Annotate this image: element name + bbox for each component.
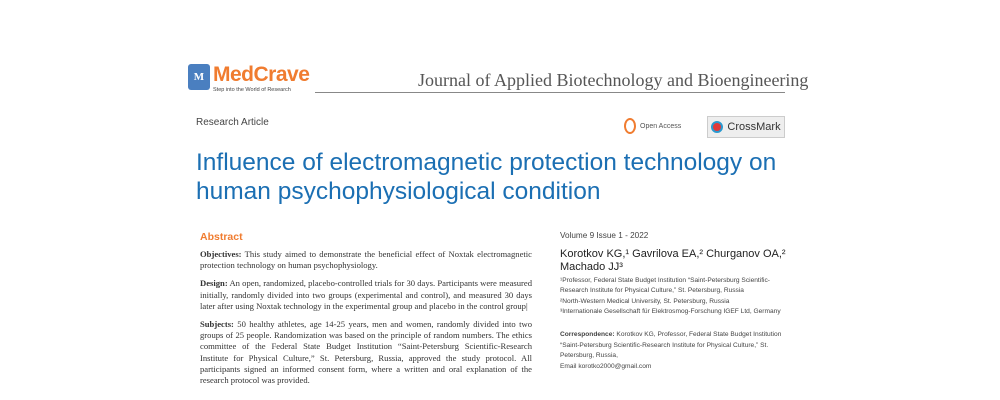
abstract-subjects — [200, 319, 532, 386]
crossmark-icon — [711, 121, 723, 133]
logo-name: MedCrave — [213, 63, 310, 86]
journal-title: Journal of Applied Biotechnology and Bioengineering — [418, 70, 809, 90]
affiliation: ¹Professor, Federal State Budget Institution “Saint-Petersburg Scientific-Research Institute for Physical Culture,” St. Petersburg, Russia — [560, 277, 771, 295]
section-label: Objectives: — [200, 249, 242, 259]
abstract-body — [200, 249, 532, 393]
article-type: Research Article — [196, 117, 269, 128]
correspondence-label: Correspondence: — [560, 331, 615, 339]
section-text: 50 healthy athletes, age 14-25 years, men and women, randomly divided into two groups of 25 people. Randomization was based on the principle of random numbers. The ethics committee of the Federal State Budget Institution “Saint-Petersburg Scientific-Research Institute for Physical Culture,” St. Petersburg, Russia, approved the study protocol. All participants signed an informed consent form, where a written and oral explanation of the research protocol was provided. — [200, 319, 532, 386]
affiliation: ³Internationale Gesellschaft für Elektrosmog-Forschung IGEF Ltd, Germany — [560, 307, 781, 315]
abstract-heading: Abstract — [200, 231, 243, 243]
email-link[interactable]: korotko2000@gmail.com — [578, 362, 652, 370]
article-title: Influence of electromagnetic protection technology on human psychophysiological condition — [196, 149, 777, 205]
logo-tagline: Step into the World of Research — [213, 87, 291, 93]
section-label: Design: — [200, 278, 228, 289]
crossmark-button[interactable] — [707, 116, 785, 138]
email-label: Email — [560, 362, 579, 370]
medcrave-logo[interactable] — [188, 64, 309, 93]
volume-issue: Volume 9 Issue 1 - 2022 — [560, 231, 649, 240]
open-access-icon — [624, 118, 636, 134]
abstract-design — [200, 278, 532, 312]
section-label: Subjects: — [200, 319, 234, 330]
article-info — [560, 231, 792, 372]
logo-mark-icon: M — [188, 64, 210, 90]
section-text: An open, randomized, placebo-controlled trials for 30 days. Participants were measured initially, randomly divided into two groups (experimental and control), and measured 30 days later after using Noxtak technology in the experimental group and placebo in the control group| — [200, 278, 532, 311]
open-access-badge[interactable] — [624, 118, 681, 134]
header-divider — [315, 92, 785, 93]
abstract-objectives — [200, 249, 532, 271]
author-list: Korotkov KG,¹ Gavrilova EA,² Churganov OA,² Machado JJ³ — [560, 248, 786, 273]
open-access-label: Open Access — [640, 122, 682, 130]
correspondence-text: Korotkov KG, Professor, Federal State Budget Institution “Saint-Petersburg Scientific-Research Institute for Physical Culture,” St. Petersburg, Russia, — [560, 331, 782, 360]
crossmark-label: CrossMark — [727, 121, 781, 133]
correspondence — [560, 330, 792, 372]
affiliation: ²North-Western Medical University, St. Petersburg, Russia — [560, 297, 730, 305]
section-text: This study aimed to demonstrate the beneficial effect of Noxtak electromagnetic protection technology on human psychophysiology. — [200, 249, 532, 271]
